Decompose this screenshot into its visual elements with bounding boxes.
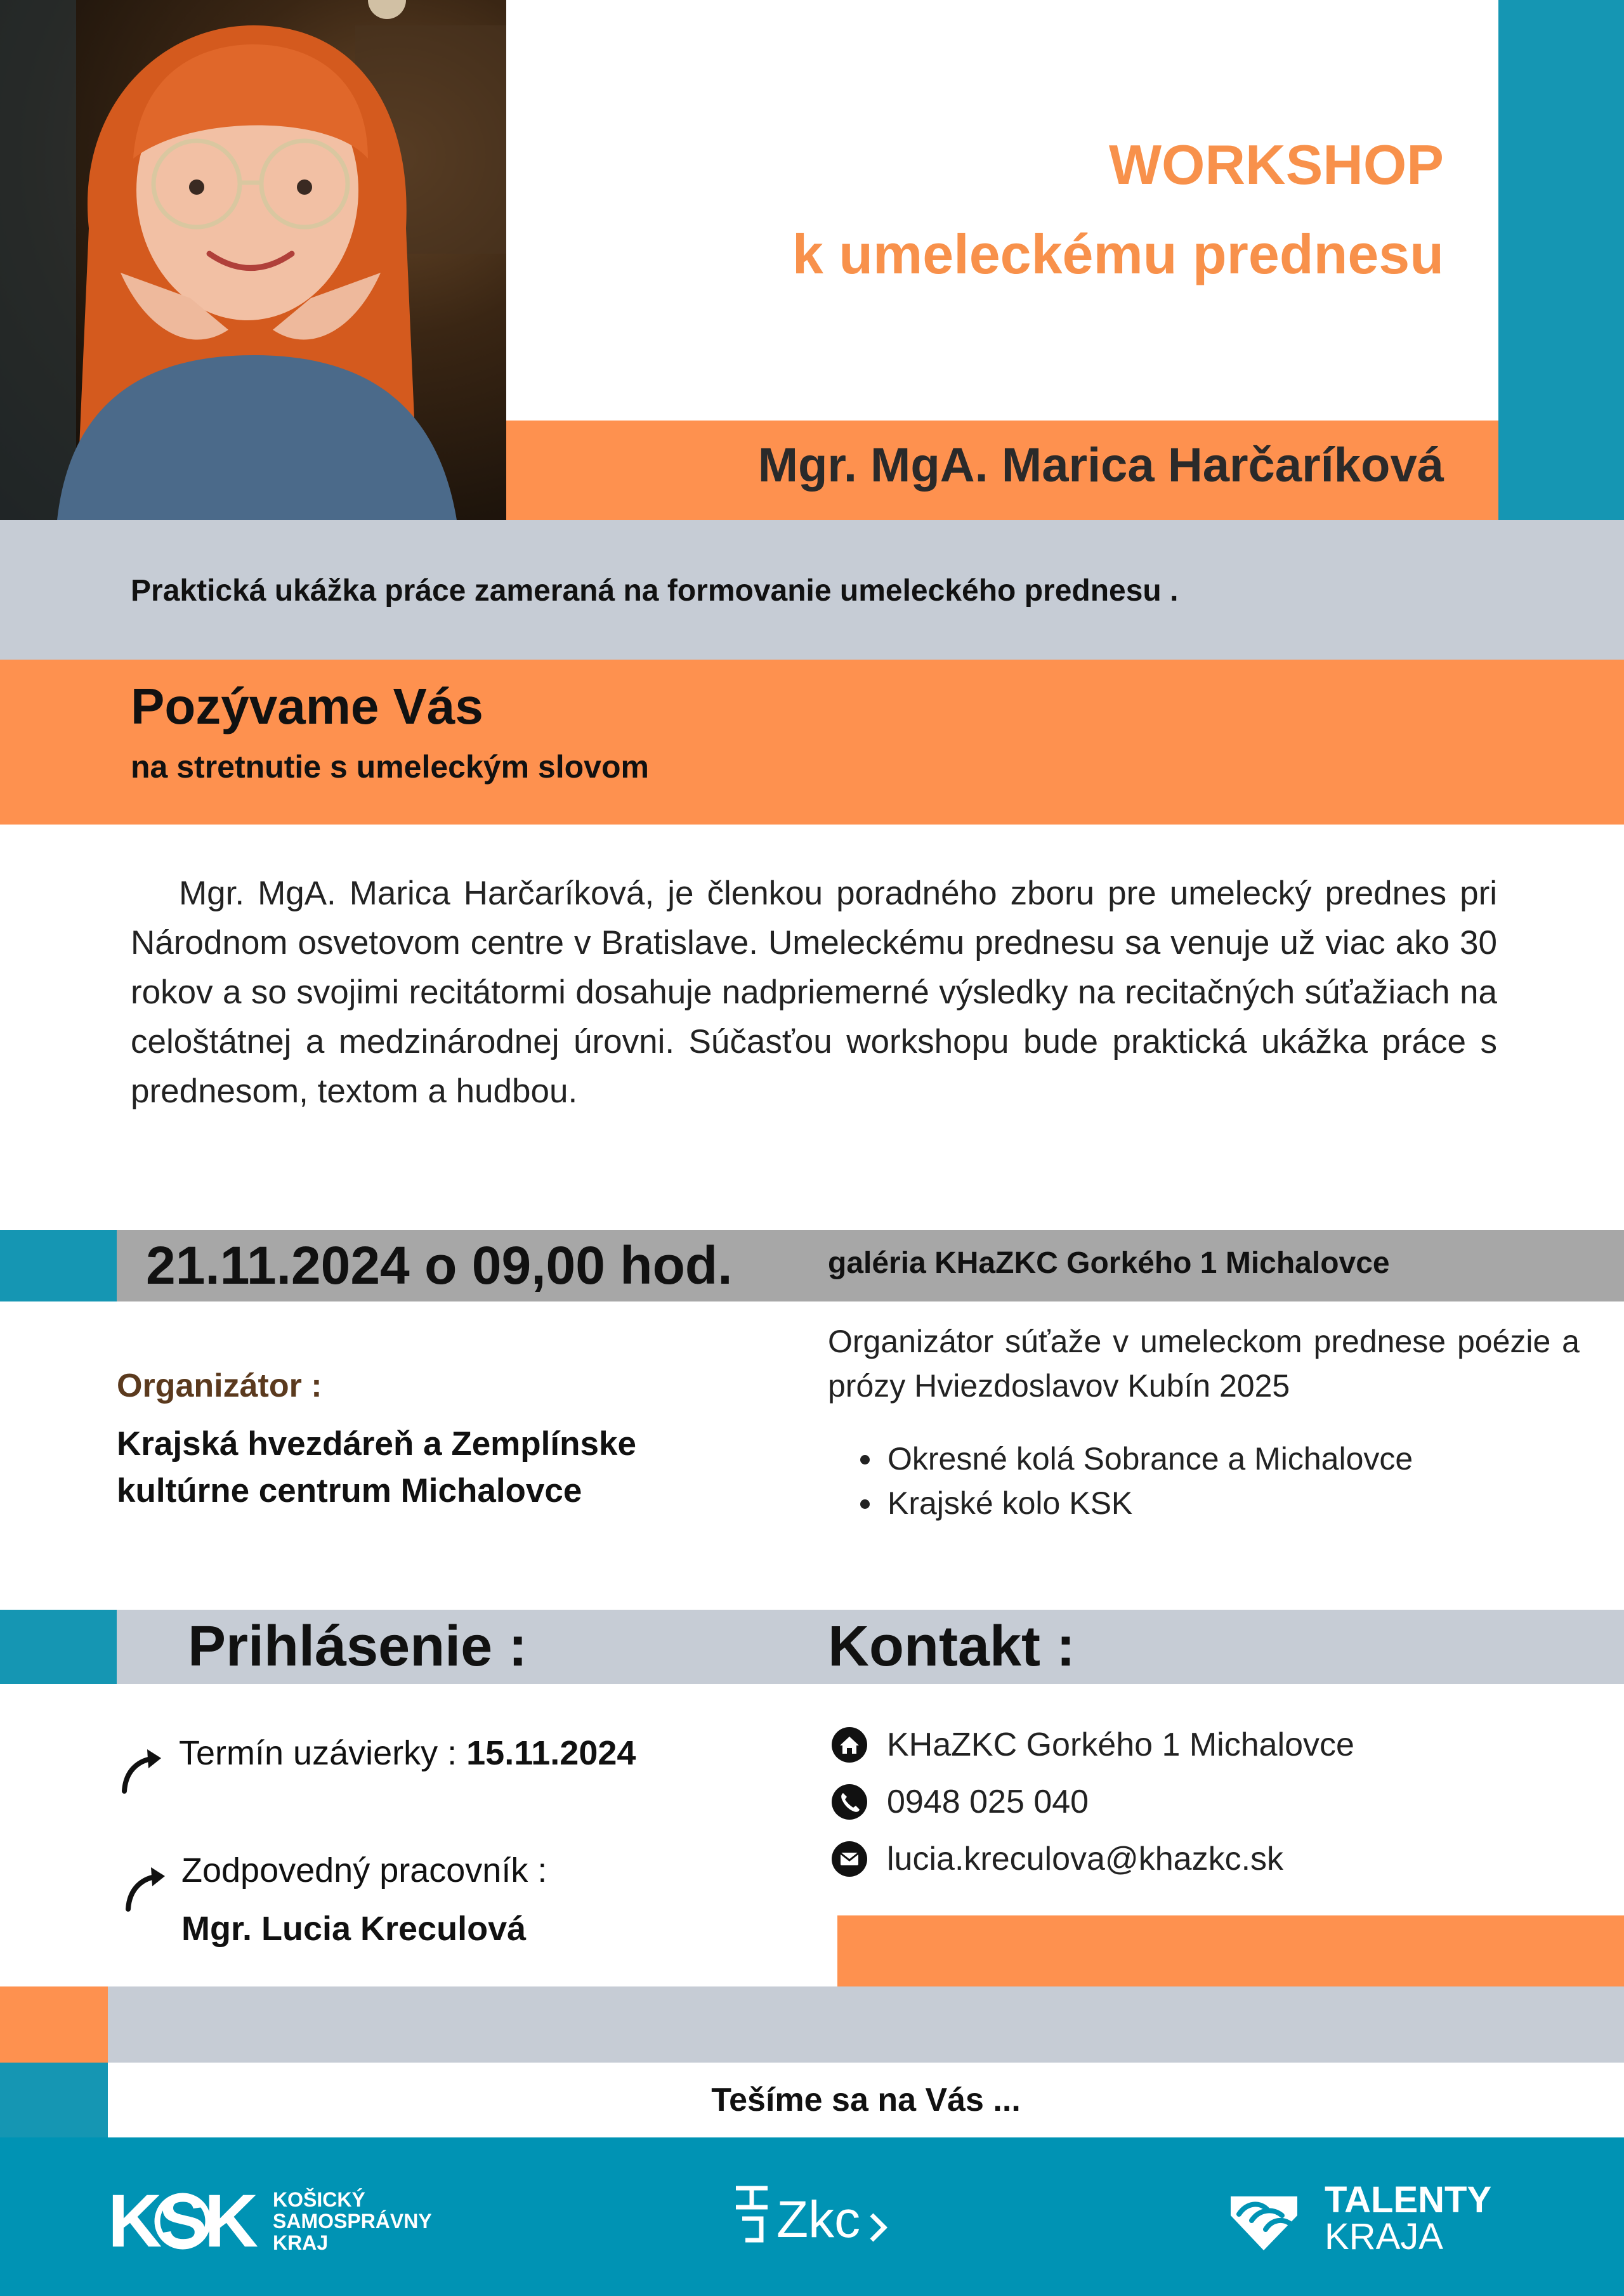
competition-rounds [828, 1437, 1624, 1525]
bottom-accent-teal [0, 2063, 108, 2137]
ksk-line-3: KRAJ [273, 2231, 329, 2254]
phone-text[interactable]: 0948 025 040 [887, 1784, 1089, 1820]
contact-title: Kontakt : [828, 1615, 1075, 1678]
footer [0, 2137, 1624, 2296]
speaker-name: Mgr. MgA. Marica Harčaríková [757, 438, 1444, 492]
list-item: • Krajské kolo KSK [884, 1481, 1624, 1525]
invite-subtitle: na stretnutie s umeleckým slovom [131, 749, 649, 785]
date-band-accent [0, 1230, 117, 1301]
list-item: • Okresné kolá Sobrance a Michalovce [884, 1437, 1624, 1481]
zkc-logo [730, 2182, 891, 2252]
email-link[interactable]: lucia.kreculova@khazkc.sk [887, 1841, 1284, 1877]
portrait-illustration [0, 0, 506, 520]
deadline [179, 1733, 636, 1773]
teal-accent-strip [1498, 0, 1624, 520]
speaker-photo [0, 0, 506, 520]
title-line-1: WORKSHOP [1109, 133, 1444, 196]
deadline-label: Termín uzávierky : [179, 1734, 467, 1772]
ksk-line-1: KOŠICKÝ [273, 2188, 365, 2211]
phone-icon [831, 1784, 868, 1820]
address-text: KHaZKC Gorkého 1 Michalovce [887, 1726, 1354, 1763]
registration-title: Prihlásenie : [188, 1615, 528, 1678]
ksk-logo [108, 2183, 432, 2259]
mail-icon [831, 1841, 868, 1877]
deadline-value: 15.11.2024 [466, 1734, 636, 1772]
organizer-name: Krajská hvezdáreň a Zemplínske kultúrne centrum Michalovce [117, 1425, 636, 1510]
talenty-kraja-logo [1228, 2179, 1492, 2257]
talenty-line-1: TALENTY [1325, 2179, 1492, 2221]
bottom-band-grey [108, 1986, 1624, 2063]
responsible-label: Zodpovedný pracovník : [181, 1851, 547, 1889]
bottom-accent-orange [0, 1986, 108, 2063]
event-venue: galéria KHaZKC Gorkého 1 Michalovce [828, 1246, 1390, 1280]
heart-wave-icon [1228, 2184, 1300, 2254]
event-datetime: 21.11.2024 o 09,00 hod. [146, 1236, 733, 1295]
curved-arrow-icon [118, 1745, 169, 1796]
organizer-label: Organizátor : [117, 1367, 322, 1404]
workshop-title [792, 121, 1444, 299]
home-icon [831, 1726, 868, 1763]
invite-title: Pozývame Vás [131, 678, 483, 734]
organizer-role: Organizátor súťaže v umeleckom prednese poézie a prózy Hviezdoslavov Kubín 2025 [828, 1324, 1580, 1404]
talenty-line-2: KRAJA [1325, 2216, 1443, 2257]
title-line-2: k umeleckému prednesu [792, 222, 1444, 285]
closing-line: Tešíme sa na Vás ... [108, 2063, 1624, 2137]
contact-address [831, 1723, 1354, 1767]
ksk-mark-icon [108, 2183, 260, 2259]
contact-email [831, 1837, 1283, 1881]
chevron-right-icon [865, 2208, 891, 2247]
svg-text:KSK: KSK [108, 2183, 255, 2259]
contact-accent-bar [837, 1915, 1624, 1986]
contact-phone [831, 1780, 1089, 1824]
intro-text: Praktická ukážka práce zameraná na formovanie umeleckého prednesu . [131, 574, 1179, 608]
speaker-bio: Mgr. MgA. Marica Harčaríková, je členkou poradného zboru pre umelecký prednes pri Národnom osvetovom centre v Bratislave. Umeleckému prednesu sa venuje už viac ako 30 rokov a so svojimi recitátormi dosahuje nadpriemerné výsledky na recitačných súťažiach na celoštátnej a medzinárodnej úrovni. Súčasťou workshopu bude praktická ukážka práce s prednesom, textom a hudbou. [131, 875, 1497, 1110]
zkc-mark-icon [730, 2182, 774, 2252]
ksk-line-2: SAMOSPRÁVNY [273, 2210, 432, 2233]
registration-band-accent [0, 1610, 117, 1684]
curved-arrow-icon [122, 1863, 173, 1914]
responsible-name: Mgr. Lucia Kreculová [181, 1910, 527, 1948]
zkc-text: Zkc [776, 2191, 861, 2248]
